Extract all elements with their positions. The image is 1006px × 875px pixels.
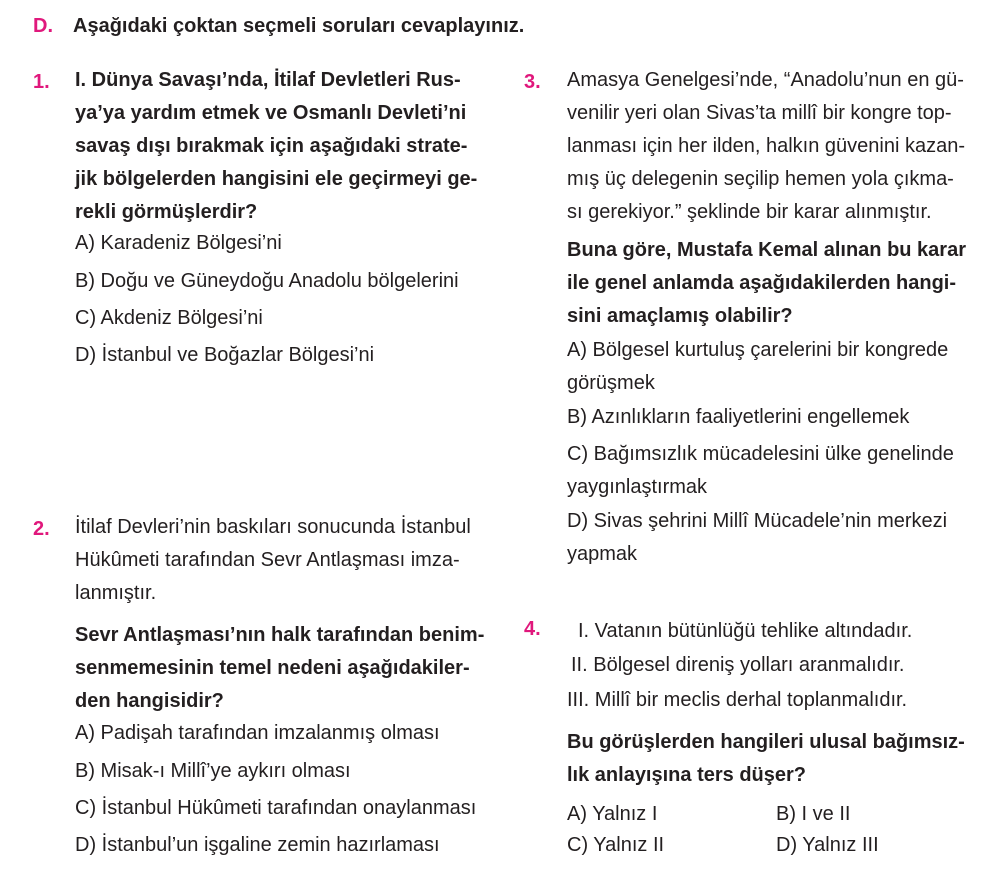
question-1-stem-line: ya’ya yardım etmek ve Osmanlı Devleti’ni: [75, 102, 467, 124]
question-2-option-a[interactable]: A) Padişah tarafından imzalanmış olması: [75, 722, 440, 744]
question-3-stem-line: sini amaçlamış olabilir?: [567, 305, 793, 327]
question-4-stem-line: lık anlayışına ters düşer?: [567, 764, 806, 786]
option-line: A) Bölgesel kurtuluş çarelerini bir kongrede: [567, 339, 949, 361]
option-line: D) Sivas şehrini Millî Mücadele’nin merkezi: [567, 510, 948, 532]
question-1-number: 1.: [33, 71, 50, 93]
question-3-option-b[interactable]: [567, 401, 909, 434]
question-2-context-line: İtilaf Devleri’nin baskıları sonucunda İstanbul: [75, 516, 471, 538]
question-3-option-c[interactable]: [567, 438, 954, 504]
question-3-context-line: lanması için her ilden, halkın güvenini kazan-: [567, 135, 965, 157]
question-2-stem-line: Sevr Antlaşması’nın halk tarafından benim-: [75, 624, 485, 646]
question-1-option-d[interactable]: D) İstanbul ve Boğazlar Bölgesi’ni: [75, 344, 375, 366]
question-3-option-d[interactable]: [567, 505, 947, 571]
section-label: D.: [33, 15, 53, 37]
question-3-stem: [567, 234, 966, 333]
question-3-context-line: Amasya Genelgesi’nde, “Anadolu’nun en gü-: [567, 69, 964, 91]
question-1-stem-line: jik bölgelerden hangisini ele geçirmeyi ge-: [75, 168, 478, 190]
question-2-option-c[interactable]: C) İstanbul Hükûmeti tarafından onaylanması: [75, 797, 477, 819]
question-4-statement-3: III. Millî bir meclis derhal toplanmalıdır.: [567, 689, 908, 711]
question-4-option-a[interactable]: A) Yalnız I: [567, 803, 658, 825]
question-1-stem: [75, 64, 477, 229]
question-2-stem: [75, 619, 484, 718]
section-instruction: Aşağıdaki çoktan seçmeli soruları cevaplayınız.: [73, 15, 525, 37]
question-2-context: [75, 511, 471, 610]
question-2-option-d[interactable]: D) İstanbul’un işgaline zemin hazırlaması: [75, 834, 440, 856]
question-4-statement-2: II. Bölgesel direniş yolları aranmalıdır.: [571, 654, 905, 676]
question-2-option-b[interactable]: B) Misak-ı Millî’ye aykırı olması: [75, 760, 351, 782]
question-4-stem-line: Bu görüşlerden hangileri ulusal bağımsız-: [567, 731, 965, 753]
question-4-option-b[interactable]: B) I ve II: [776, 803, 851, 825]
question-1-option-a[interactable]: A) Karadeniz Bölgesi’ni: [75, 232, 282, 254]
question-2-stem-line: senmemesinin temel nedeni aşağıdakiler-: [75, 657, 470, 679]
question-3-context-line: sı gerekiyor.” şeklinde bir karar alınmıştır.: [567, 201, 932, 223]
question-1-stem-line: I. Dünya Savaşı’nda, İtilaf Devletleri Rus-: [75, 69, 461, 91]
question-3-number: 3.: [524, 71, 541, 93]
question-4-stem: [567, 726, 965, 792]
question-1-stem-line: savaş dışı bırakmak için aşağıdaki strate-: [75, 135, 468, 157]
question-3-context-line: venilir yeri olan Sivas’ta millî bir kongre top-: [567, 102, 952, 124]
question-1-option-b[interactable]: B) Doğu ve Güneydoğu Anadolu bölgelerini: [75, 270, 459, 292]
question-2-stem-line: den hangisidir?: [75, 690, 224, 712]
option-line: yaygınlaştırmak: [567, 476, 708, 498]
question-3-stem-line: Buna göre, Mustafa Kemal alınan bu karar: [567, 239, 966, 261]
question-3-context: [567, 64, 965, 229]
question-2-context-line: lanmıştır.: [75, 582, 157, 604]
question-3-option-a[interactable]: [567, 334, 948, 400]
question-1-option-c[interactable]: C) Akdeniz Bölgesi’ni: [75, 307, 263, 329]
option-line: B) Azınlıkların faaliyetlerini engellemek: [567, 406, 910, 428]
option-line: yapmak: [567, 543, 638, 565]
question-4-statement-1: I. Vatanın bütünlüğü tehlike altındadır.: [578, 620, 913, 642]
question-4-number: 4.: [524, 618, 541, 640]
question-2-number: 2.: [33, 518, 50, 540]
question-3-stem-line: ile genel anlamda aşağıdakilerden hangi-: [567, 272, 957, 294]
question-4-option-d[interactable]: D) Yalnız III: [776, 834, 879, 856]
question-3-context-line: mış üç delegenin seçilip hemen yola çıkma-: [567, 168, 954, 190]
question-2-context-line: Hükûmeti tarafından Sevr Antlaşması imza-: [75, 549, 460, 571]
option-line: C) Bağımsızlık mücadelesini ülke genelinde: [567, 443, 954, 465]
option-line: görüşmek: [567, 372, 655, 394]
question-4-option-c[interactable]: C) Yalnız II: [567, 834, 665, 856]
question-1-stem-line: rekli görmüşlerdir?: [75, 201, 258, 223]
